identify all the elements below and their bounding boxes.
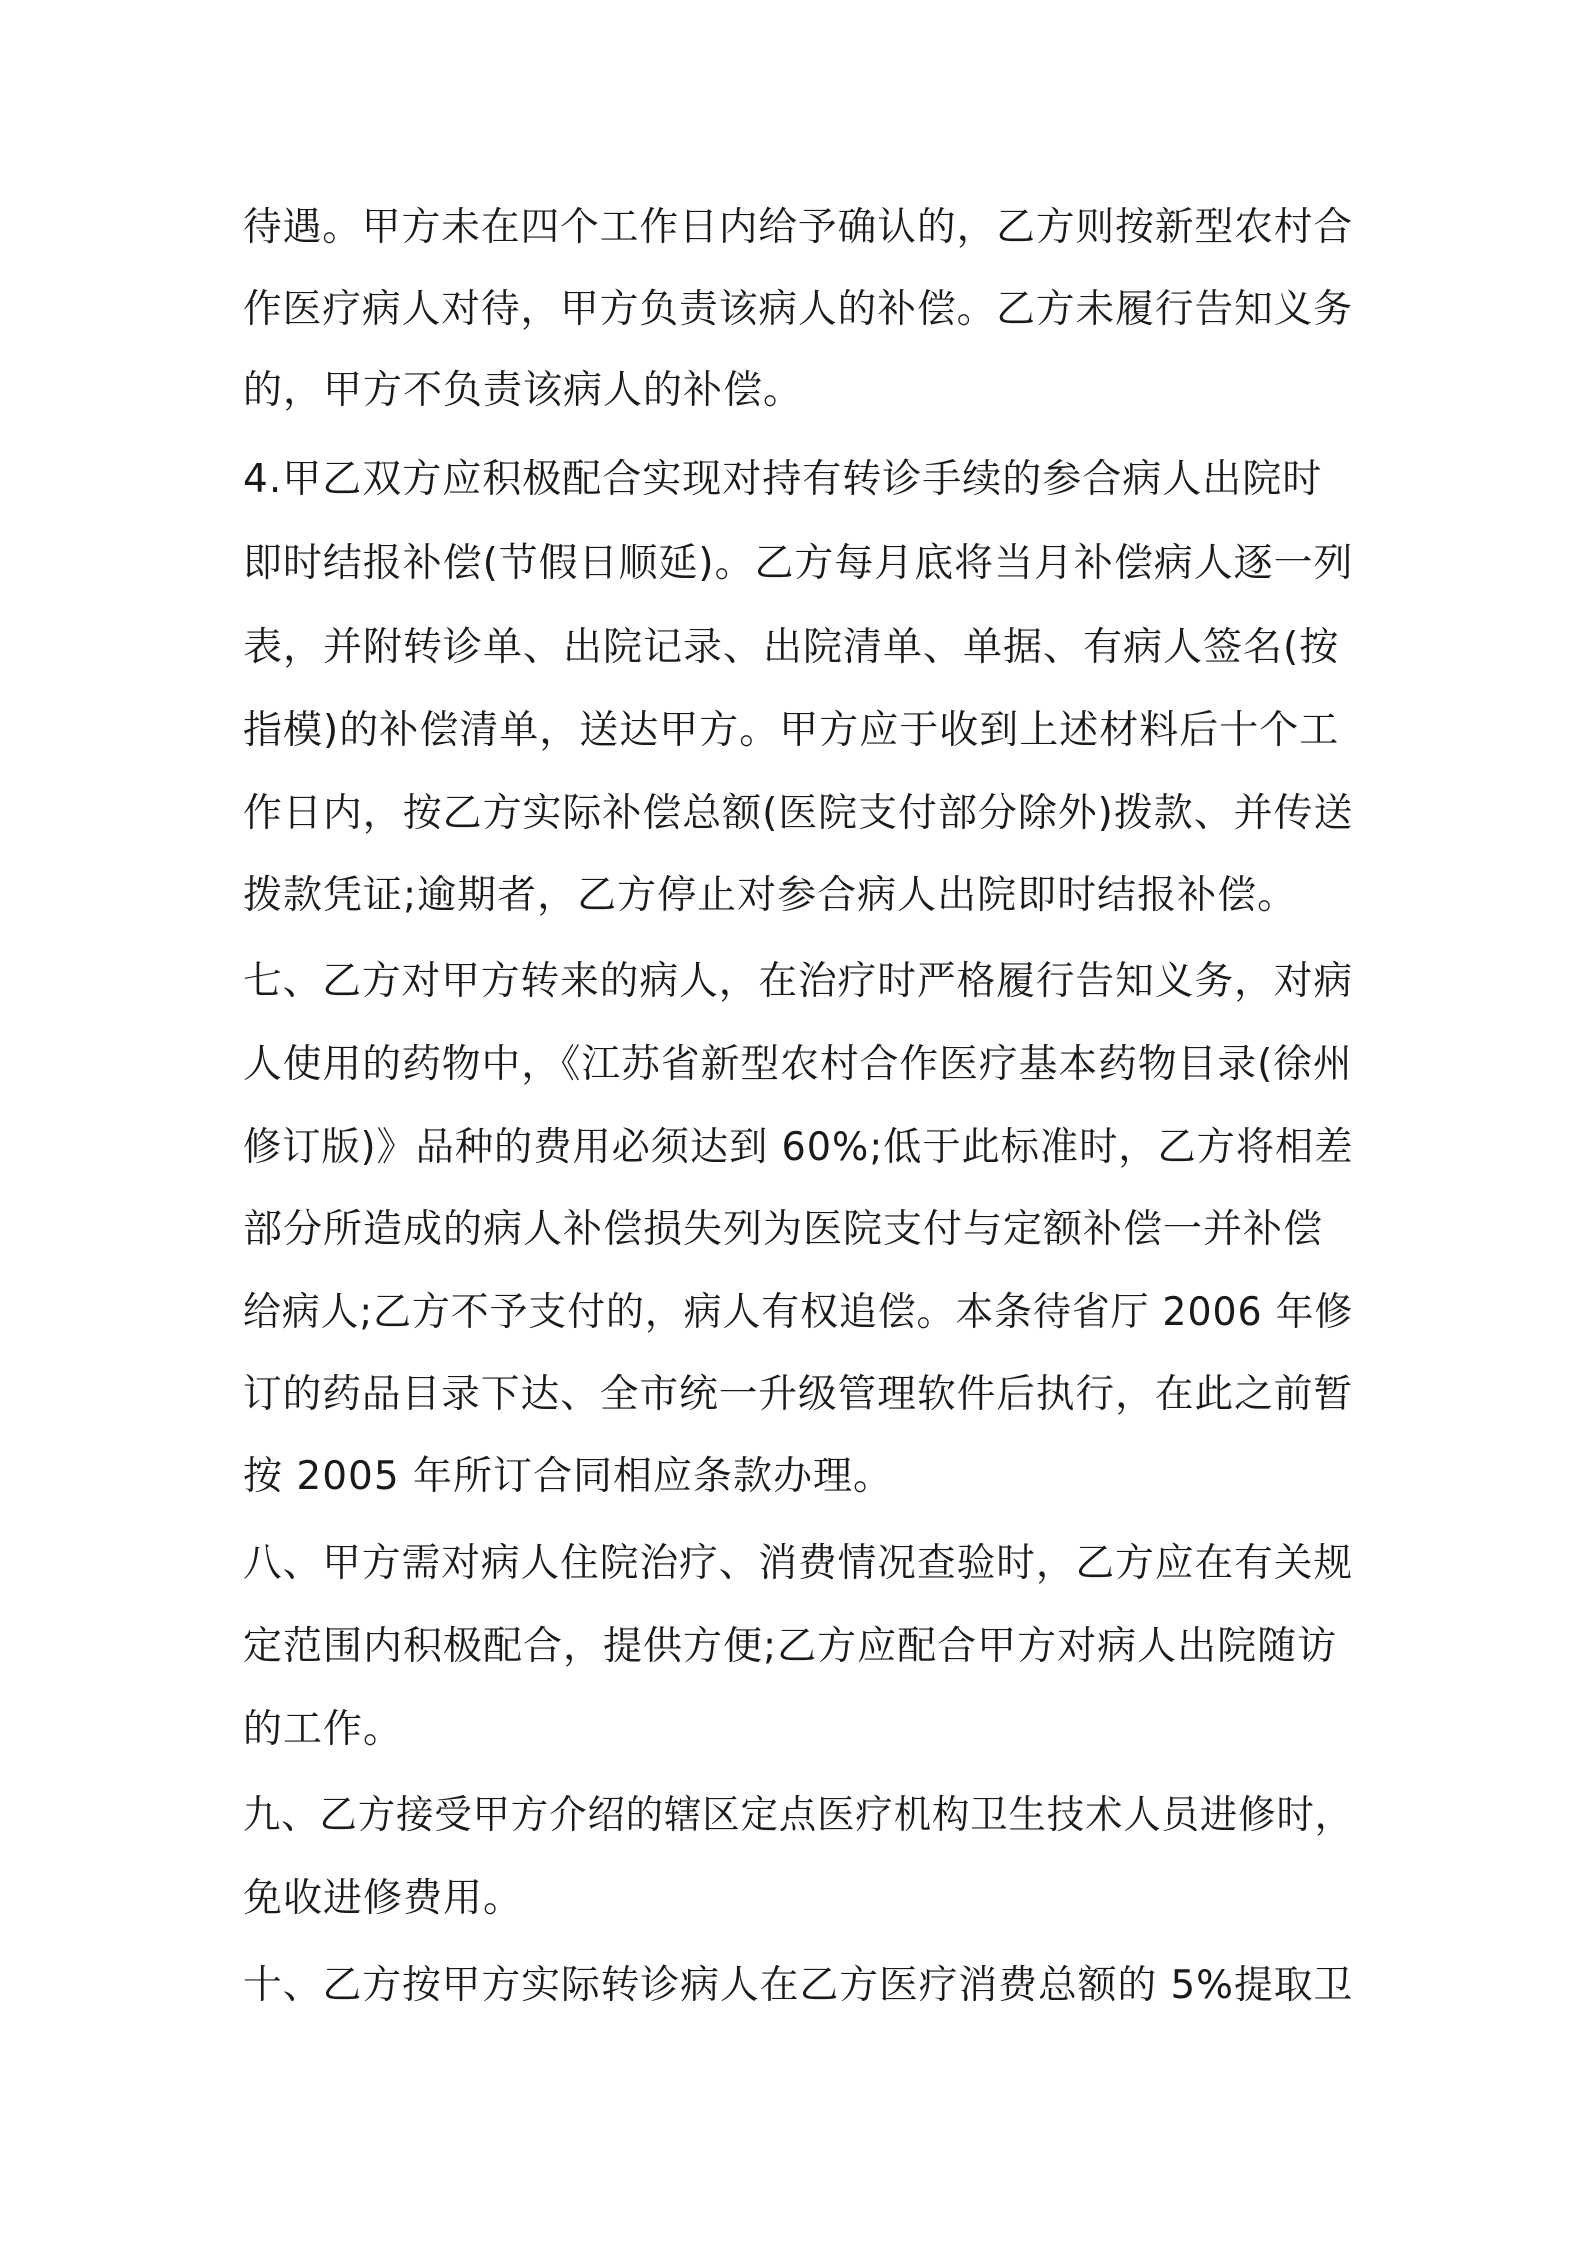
text-line: 待遇。甲方未在四个工作日内给予确认的，乙方则按新型农村合 [243, 205, 1354, 250]
text-line: 按 2005 年所订合同相应条款办理。 [243, 1454, 894, 1499]
text-line: 的工作。 [243, 1707, 404, 1752]
text-line: 表，并附转诊单、出院记录、出院清单、单据、有病人签名(按 [243, 625, 1340, 670]
text-line: 修订版)》品种的费用必须达到 60%;低于此标准时，乙方将相差 [243, 1125, 1354, 1170]
text-line: 的，甲方不负责该病人的补偿。 [243, 368, 804, 413]
text-line: 订的药品目录下达、全市统一升级管理软件后执行，在此之前暂 [243, 1372, 1354, 1417]
text-line: 部分所造成的病人补偿损失列为医院支付与定额补偿一并补偿 [243, 1207, 1324, 1252]
text-line: 人使用的药物中，《江苏省新型农村合作医疗基本药物目录(徐州 [243, 1042, 1353, 1087]
section-10-heading-line: 十、乙方按甲方实际转诊病人在乙方医疗消费总额的 5%提取卫 [243, 1963, 1354, 2008]
text-line: 定范围内积极配合，提供方便;乙方应配合甲方对病人出院随访 [243, 1624, 1338, 1669]
text-line: 拨款凭证;逾期者，乙方停止对参合病人出院即时结报补偿。 [243, 873, 1298, 918]
text-line: 即时结报补偿(节假日顺延)。乙方每月底将当月补偿病人逐一列 [243, 541, 1354, 586]
text-line: 给病人;乙方不予支付的，病人有权追偿。本条待省厅 2006 年修 [243, 1290, 1354, 1335]
text-line: 免收进修费用。 [243, 1876, 524, 1921]
section-9-heading-line: 九、乙方接受甲方介绍的辖区定点医疗机构卫生技术人员进修时， [243, 1793, 1354, 1838]
paragraph-4-heading-line: 4.甲乙双方应积极配合实现对持有转诊手续的参合病人出院时 [243, 457, 1323, 502]
text-line: 作医疗病人对待，甲方负责该病人的补偿。乙方未履行告知义务 [243, 287, 1354, 332]
text-line: 作日内，按乙方实际补偿总额(医院支付部分除外)拨款、并传送 [243, 791, 1354, 836]
section-7-heading-line: 七、乙方对甲方转来的病人，在治疗时严格履行告知义务，对病 [243, 959, 1354, 1004]
section-8-heading-line: 八、甲方需对病人住院治疗、消费情况查验时，乙方应在有关规 [243, 1541, 1354, 1586]
text-line: 指模)的补偿清单，送达甲方。甲方应于收到上述材料后十个工 [243, 708, 1340, 753]
